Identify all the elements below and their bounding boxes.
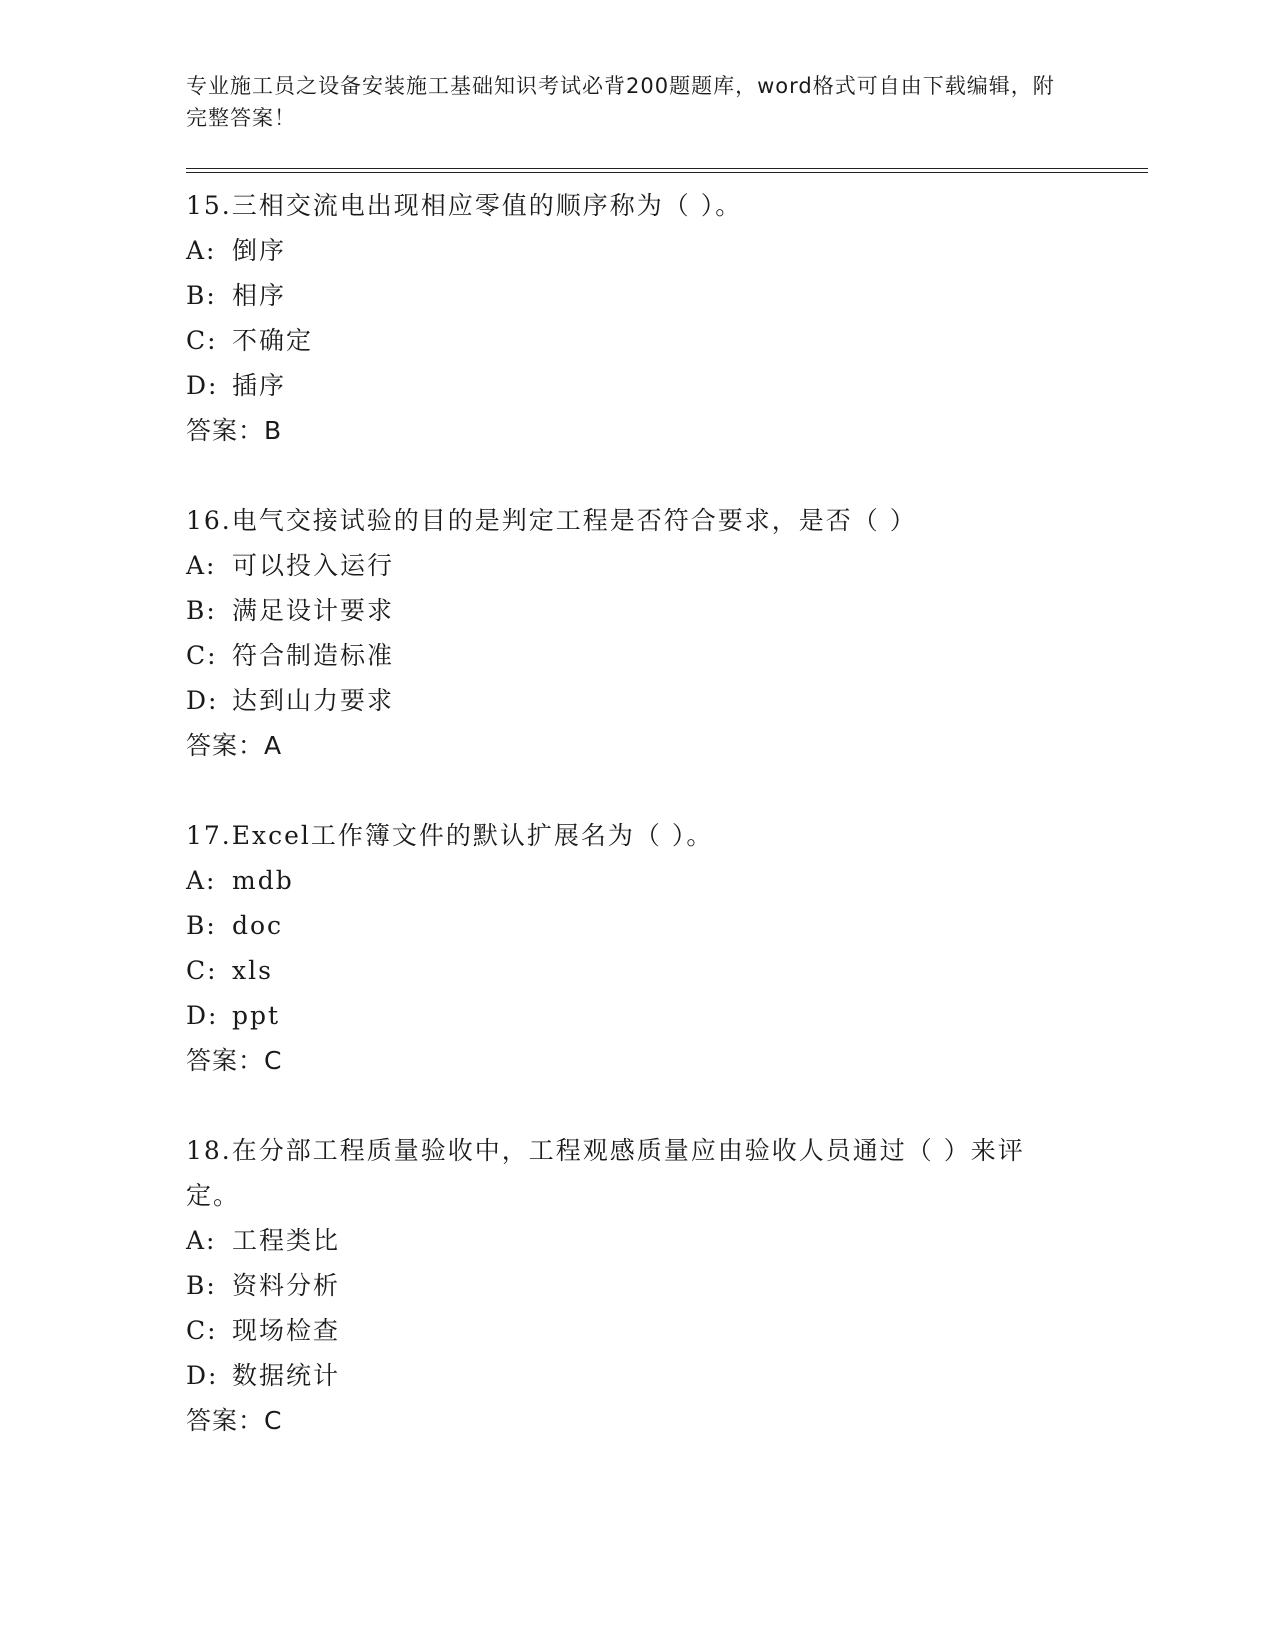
- option-letter: D:: [186, 1361, 219, 1390]
- option-d: [186, 1353, 1146, 1398]
- question-17: [186, 813, 1146, 1083]
- option-a: [186, 543, 1146, 588]
- option-d: [186, 993, 1146, 1038]
- option-text: doc: [232, 911, 284, 940]
- question-stem: 16.电气交接试验的目的是判定工程是否符合要求，是否（ ）: [186, 506, 917, 535]
- option-text: 满足设计要求: [232, 596, 395, 625]
- option-text: ppt: [232, 1001, 281, 1030]
- document-page: [186, 70, 1146, 1443]
- option-a: [186, 1218, 1146, 1263]
- option-d: [186, 363, 1146, 408]
- option-b: [186, 1263, 1146, 1308]
- option-a: [186, 228, 1146, 273]
- option-list: [186, 543, 1146, 723]
- option-a: [186, 858, 1146, 903]
- document-header: 专业施工员之设备安装施工基础知识考试必背200题题库，word格式可自由下载编辑，附完整答案！: [186, 74, 1055, 130]
- option-list: [186, 858, 1146, 1038]
- option-letter: A:: [186, 866, 217, 895]
- question-18: [186, 1128, 1146, 1443]
- option-text: 现场检查: [232, 1316, 341, 1345]
- question-stem: 18.在分部工程质量验收中，工程观感质量应由验收人员通过（ ）来评定。: [186, 1136, 1025, 1210]
- option-letter: A:: [186, 551, 217, 580]
- option-letter: D:: [186, 686, 219, 715]
- question-stem: 17.Excel工作簿文件的默认扩展名为（ ）。: [186, 821, 714, 850]
- answer-line: 答案：C: [186, 1046, 283, 1075]
- option-c: [186, 633, 1146, 678]
- question-15: [186, 183, 1146, 453]
- option-c: [186, 318, 1146, 363]
- option-text: 达到山力要求: [232, 686, 395, 715]
- question-16: [186, 498, 1146, 768]
- option-text: 插序: [232, 371, 287, 400]
- option-letter: D:: [186, 1001, 219, 1030]
- answer-line: 答案：A: [186, 731, 283, 760]
- option-text: 倒序: [232, 236, 287, 265]
- option-letter: C:: [186, 1316, 218, 1345]
- option-text: 相序: [232, 281, 287, 310]
- option-letter: B:: [186, 1271, 217, 1300]
- option-letter: A:: [186, 1226, 217, 1255]
- option-b: [186, 903, 1146, 948]
- option-text: 可以投入运行: [232, 551, 395, 580]
- question-stem: 15.三相交流电出现相应零值的顺序称为（ ）。: [186, 191, 743, 220]
- answer-line: 答案：B: [186, 416, 283, 445]
- option-text: 工程类比: [232, 1226, 341, 1255]
- option-letter: B:: [186, 596, 217, 625]
- header-divider: [186, 168, 1148, 173]
- option-list: [186, 1218, 1146, 1398]
- option-letter: C:: [186, 956, 218, 985]
- option-text: 资料分析: [232, 1271, 341, 1300]
- option-c: [186, 948, 1146, 993]
- option-letter: B:: [186, 911, 217, 940]
- option-b: [186, 273, 1146, 318]
- option-letter: D:: [186, 371, 219, 400]
- option-text: mdb: [232, 866, 294, 895]
- option-d: [186, 678, 1146, 723]
- option-letter: A:: [186, 236, 217, 265]
- option-list: [186, 228, 1146, 408]
- option-letter: C:: [186, 641, 218, 670]
- option-text: 不确定: [232, 326, 314, 355]
- option-text: 符合制造标准: [232, 641, 395, 670]
- option-b: [186, 588, 1146, 633]
- answer-line: 答案：C: [186, 1406, 283, 1435]
- option-letter: C:: [186, 326, 218, 355]
- option-text: xls: [232, 956, 273, 985]
- option-c: [186, 1308, 1146, 1353]
- option-text: 数据统计: [232, 1361, 341, 1390]
- option-letter: B:: [186, 281, 217, 310]
